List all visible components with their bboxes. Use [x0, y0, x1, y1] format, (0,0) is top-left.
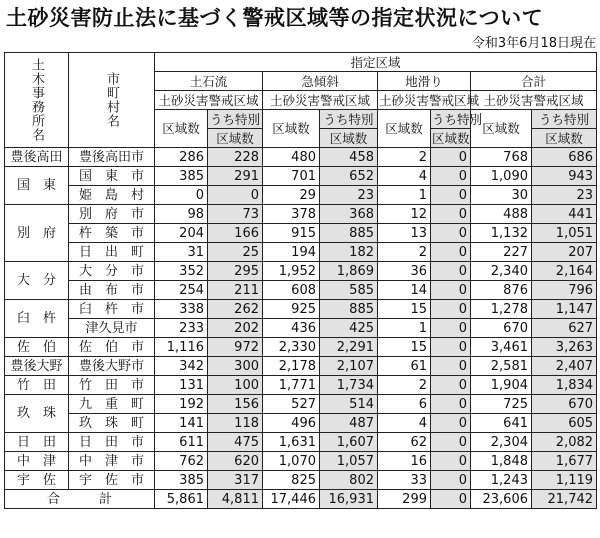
warning-zone-count: 876 [471, 281, 532, 300]
special-zone-count: 1,869 [320, 262, 378, 281]
special-zone-count: 0 [431, 357, 471, 376]
special-zone-count: 1,119 [532, 471, 597, 490]
city-name: 日 田 市 [69, 433, 155, 452]
special-zone-count: 620 [208, 452, 263, 471]
warning-zone-count: 385 [155, 167, 208, 186]
special-zone-count: 0 [431, 262, 471, 281]
city-name: 豊後大野市 [69, 357, 155, 376]
city-header: 市町村名 [69, 53, 155, 148]
warning-zone-count: 3,461 [471, 338, 532, 357]
designated-zone-header: 指定区域 [155, 53, 597, 72]
special-zone-count: 0 [431, 167, 471, 186]
as-of-date: 令和3年6月18日現在 [471, 36, 596, 51]
special-zone-count: 100 [208, 376, 263, 395]
warning-zone-count: 233 [155, 319, 208, 338]
special-zone-count: 228 [208, 148, 263, 167]
office-header: 土木事務所名 [5, 53, 69, 148]
table-row [5, 395, 597, 414]
warning-zone-count: 98 [155, 205, 208, 224]
category-debris-flow: 土石流 [155, 72, 263, 91]
table-row [5, 433, 597, 452]
office-name: 佐 伯 [5, 338, 69, 357]
warning-zone-count: 725 [471, 395, 532, 414]
warning-zone-count: 36 [378, 262, 431, 281]
special-zone-count: 475 [208, 433, 263, 452]
office-name: 中 津 [5, 452, 69, 471]
warning-zone-count: 14 [378, 281, 431, 300]
warning-zone-count: 2,178 [263, 357, 320, 376]
warning-zone-count: 2 [378, 243, 431, 262]
special-zone-count: 207 [532, 243, 597, 262]
warning-zone-count: 31 [155, 243, 208, 262]
special-zone-count: 0 [431, 433, 471, 452]
city-name: 中 津 市 [69, 452, 155, 471]
special-zone-count: 425 [320, 319, 378, 338]
warning-zone-count: 254 [155, 281, 208, 300]
special-zone-count: 0 [431, 186, 471, 205]
count-header: 区域数 [532, 129, 597, 148]
special-zone-count: 670 [532, 395, 597, 414]
total-row [5, 490, 597, 509]
count-header: 区域数 [378, 110, 431, 148]
special-zone-count: 368 [320, 205, 378, 224]
special-zone-count: 0 [431, 300, 471, 319]
table-row [5, 205, 597, 224]
special-zone-count: 295 [208, 262, 263, 281]
table-row [5, 319, 597, 338]
count-header: 区域数 [320, 129, 378, 148]
count-header: 区域数 [432, 130, 470, 146]
category-total: 合計 [471, 72, 597, 91]
special-zone-count: 2,407 [532, 357, 597, 376]
warning-zone-count: 286 [155, 148, 208, 167]
special-zone-count: 652 [320, 167, 378, 186]
special-zone-count: 0 [431, 319, 471, 338]
warning-zone-count: 62 [378, 433, 431, 452]
special-zone-count: 0 [431, 376, 471, 395]
warning-zone-count: 29 [263, 186, 320, 205]
warning-zone-header: 土砂災害警戒区域 [155, 91, 263, 110]
special-zone-count: 23 [532, 186, 597, 205]
special-zone-count: 0 [431, 205, 471, 224]
city-name: 竹 田 市 [69, 376, 155, 395]
city-name: 九 重 町 [69, 395, 155, 414]
warning-zone-header: 土砂災害警戒区域 [263, 91, 378, 110]
special-header: うち特別 [320, 110, 378, 129]
warning-zone-count: 2 [378, 148, 431, 167]
special-zone-count: 1,147 [532, 300, 597, 319]
table-row [5, 167, 597, 186]
warning-zone-count: 4 [378, 414, 431, 433]
total-count: 0 [431, 490, 471, 509]
warning-zone-count: 204 [155, 224, 208, 243]
warning-zone-count: 608 [263, 281, 320, 300]
table-row [5, 357, 597, 376]
table-row [5, 262, 597, 281]
special-zone-count: 0 [208, 186, 263, 205]
table-row [5, 186, 597, 205]
warning-zone-count: 192 [155, 395, 208, 414]
special-zone-count: 1,051 [532, 224, 597, 243]
table-row [5, 224, 597, 243]
special-zone-count: 796 [532, 281, 597, 300]
special-zone-count: 166 [208, 224, 263, 243]
special-zone-count: 802 [320, 471, 378, 490]
special-zone-count: 0 [431, 414, 471, 433]
special-zone-count: 585 [320, 281, 378, 300]
special-zone-count: 0 [431, 281, 471, 300]
warning-zone-count: 15 [378, 300, 431, 319]
total-count: 23,606 [471, 490, 532, 509]
special-zone-count: 2,164 [532, 262, 597, 281]
warning-zone-count: 1 [378, 186, 431, 205]
city-name: 国 東 市 [69, 167, 155, 186]
special-zone-count: 686 [532, 148, 597, 167]
special-zone-count: 25 [208, 243, 263, 262]
count-header: 区域数 [471, 110, 532, 148]
special-zone-count: 300 [208, 357, 263, 376]
table-row [5, 300, 597, 319]
special-zone-count: 118 [208, 414, 263, 433]
warning-zone-count: 2,304 [471, 433, 532, 452]
warning-zone-count: 1,631 [263, 433, 320, 452]
table-body [5, 148, 597, 509]
total-count: 5,861 [155, 490, 208, 509]
warning-zone-count: 915 [263, 224, 320, 243]
office-name: 大 分 [5, 262, 69, 300]
warning-zone-count: 6 [378, 395, 431, 414]
table-row [5, 243, 597, 262]
warning-zone-count: 33 [378, 471, 431, 490]
warning-zone-count: 1,952 [263, 262, 320, 281]
office-name: 別 府 [5, 205, 69, 262]
warning-zone-count: 2,330 [263, 338, 320, 357]
city-name: 豊後高田市 [69, 148, 155, 167]
special-header: うち特別 [208, 110, 263, 129]
warning-zone-count: 1,771 [263, 376, 320, 395]
warning-zone-count: 13 [378, 224, 431, 243]
total-count: 17,446 [263, 490, 320, 509]
table-row [5, 471, 597, 490]
warning-zone-count: 2,581 [471, 357, 532, 376]
warning-zone-count: 480 [263, 148, 320, 167]
count-header: 区域数 [263, 110, 320, 148]
warning-zone-count: 1,116 [155, 338, 208, 357]
special-zone-count: 487 [320, 414, 378, 433]
special-zone-count: 156 [208, 395, 263, 414]
warning-zone-count: 1,243 [471, 471, 532, 490]
special-zone-count: 885 [320, 300, 378, 319]
warning-zone-count: 338 [155, 300, 208, 319]
warning-zone-count: 1,090 [471, 167, 532, 186]
table-row [5, 281, 597, 300]
special-zone-count: 0 [431, 148, 471, 167]
warning-zone-count: 16 [378, 452, 431, 471]
warning-zone-count: 1,848 [471, 452, 532, 471]
office-name: 豊後高田 [5, 148, 69, 167]
special-zone-count: 0 [431, 224, 471, 243]
special-zone-count: 73 [208, 205, 263, 224]
office-name: 豊後大野 [5, 357, 69, 376]
office-name: 国 東 [5, 167, 69, 205]
warning-zone-count: 61 [378, 357, 431, 376]
table-row [5, 148, 597, 167]
warning-zone-count: 670 [471, 319, 532, 338]
office-name: 玖 珠 [5, 395, 69, 433]
warning-zone-count: 0 [155, 186, 208, 205]
special-zone-count: 182 [320, 243, 378, 262]
special-zone-count: 1,834 [532, 376, 597, 395]
special-zone-count: 441 [532, 205, 597, 224]
special-zone-count: 0 [431, 395, 471, 414]
category-steep-slope: 急傾斜 [263, 72, 378, 91]
total-label: 合 計 [5, 490, 155, 509]
warning-zone-header: 土砂災害警戒区域 [471, 91, 597, 110]
warning-zone-count: 611 [155, 433, 208, 452]
city-name: 由 布 市 [69, 281, 155, 300]
special-zone-count: 972 [208, 338, 263, 357]
warning-zone-count: 1,070 [263, 452, 320, 471]
warning-zone-count: 527 [263, 395, 320, 414]
total-count: 299 [378, 490, 431, 509]
special-zone-count: 2,291 [320, 338, 378, 357]
special-zone-count: 23 [320, 186, 378, 205]
city-name: 宇 佐 市 [69, 471, 155, 490]
table-row [5, 376, 597, 395]
special-zone-count: 3,263 [532, 338, 597, 357]
office-name: 竹 田 [5, 376, 69, 395]
city-name: 津久見市 [69, 319, 155, 338]
special-zone-count: 262 [208, 300, 263, 319]
warning-zone-count: 825 [263, 471, 320, 490]
warning-zone-count: 701 [263, 167, 320, 186]
city-name: 玖 珠 町 [69, 414, 155, 433]
table-row [5, 338, 597, 357]
city-name: 佐 伯 市 [69, 338, 155, 357]
warning-zone-count: 2 [378, 376, 431, 395]
warning-zone-count: 15 [378, 338, 431, 357]
warning-zone-count: 1,132 [471, 224, 532, 243]
special-header: うち特別 [432, 111, 483, 127]
city-name: 大 分 市 [69, 262, 155, 281]
designation-table [4, 52, 597, 509]
warning-zone-count: 227 [471, 243, 532, 262]
special-zone-count: 2,107 [320, 357, 378, 376]
count-header: 区域数 [155, 110, 208, 148]
office-name: 臼 杵 [5, 300, 69, 338]
special-zone-count: 943 [532, 167, 597, 186]
warning-zone-header: 土砂災害警戒区域 [379, 92, 480, 108]
special-zone-count: 458 [320, 148, 378, 167]
warning-zone-count: 194 [263, 243, 320, 262]
office-name: 宇 佐 [5, 471, 69, 490]
warning-zone-count: 436 [263, 319, 320, 338]
special-zone-count: 627 [532, 319, 597, 338]
warning-zone-count: 641 [471, 414, 532, 433]
warning-zone-count: 352 [155, 262, 208, 281]
warning-zone-count: 141 [155, 414, 208, 433]
warning-zone-count: 12 [378, 205, 431, 224]
warning-zone-count: 925 [263, 300, 320, 319]
count-header: 区域数 [208, 129, 263, 148]
special-header: うち特別 [532, 110, 597, 129]
special-zone-count: 0 [431, 471, 471, 490]
special-zone-count: 2,082 [532, 433, 597, 452]
special-zone-count: 885 [320, 224, 378, 243]
office-name: 日 田 [5, 433, 69, 452]
total-count: 4,811 [208, 490, 263, 509]
warning-zone-count: 1,278 [471, 300, 532, 319]
warning-zone-count: 378 [263, 205, 320, 224]
warning-zone-count: 4 [378, 167, 431, 186]
city-name: 臼 杵 市 [69, 300, 155, 319]
special-zone-count: 317 [208, 471, 263, 490]
warning-zone-count: 1 [378, 319, 431, 338]
special-zone-count: 0 [431, 243, 471, 262]
warning-zone-count: 131 [155, 376, 208, 395]
total-count: 21,742 [532, 490, 597, 509]
special-zone-count: 202 [208, 319, 263, 338]
warning-zone-count: 496 [263, 414, 320, 433]
warning-zone-count: 342 [155, 357, 208, 376]
special-zone-count: 291 [208, 167, 263, 186]
page-title: 土砂災害防止法に基づく警戒区域等の指定状況について [6, 6, 544, 30]
city-name: 別 府 市 [69, 205, 155, 224]
warning-zone-count: 488 [471, 205, 532, 224]
warning-zone-count: 2,340 [471, 262, 532, 281]
special-zone-count: 605 [532, 414, 597, 433]
table-row [5, 414, 597, 433]
special-zone-count: 0 [431, 338, 471, 357]
total-count: 16,931 [320, 490, 378, 509]
category-landslide: 地滑り [378, 72, 471, 91]
city-name: 姫 島 村 [69, 186, 155, 205]
city-name: 杵 築 市 [69, 224, 155, 243]
city-name: 日 出 町 [69, 243, 155, 262]
special-zone-count: 0 [431, 452, 471, 471]
special-zone-count: 1,057 [320, 452, 378, 471]
special-zone-count: 1,607 [320, 433, 378, 452]
warning-zone-count: 30 [471, 186, 532, 205]
special-zone-count: 514 [320, 395, 378, 414]
warning-zone-count: 768 [471, 148, 532, 167]
special-zone-count: 211 [208, 281, 263, 300]
warning-zone-count: 1,904 [471, 376, 532, 395]
special-zone-count: 1,677 [532, 452, 597, 471]
special-zone-count: 1,734 [320, 376, 378, 395]
warning-zone-count: 762 [155, 452, 208, 471]
warning-zone-count: 385 [155, 471, 208, 490]
table-row [5, 452, 597, 471]
